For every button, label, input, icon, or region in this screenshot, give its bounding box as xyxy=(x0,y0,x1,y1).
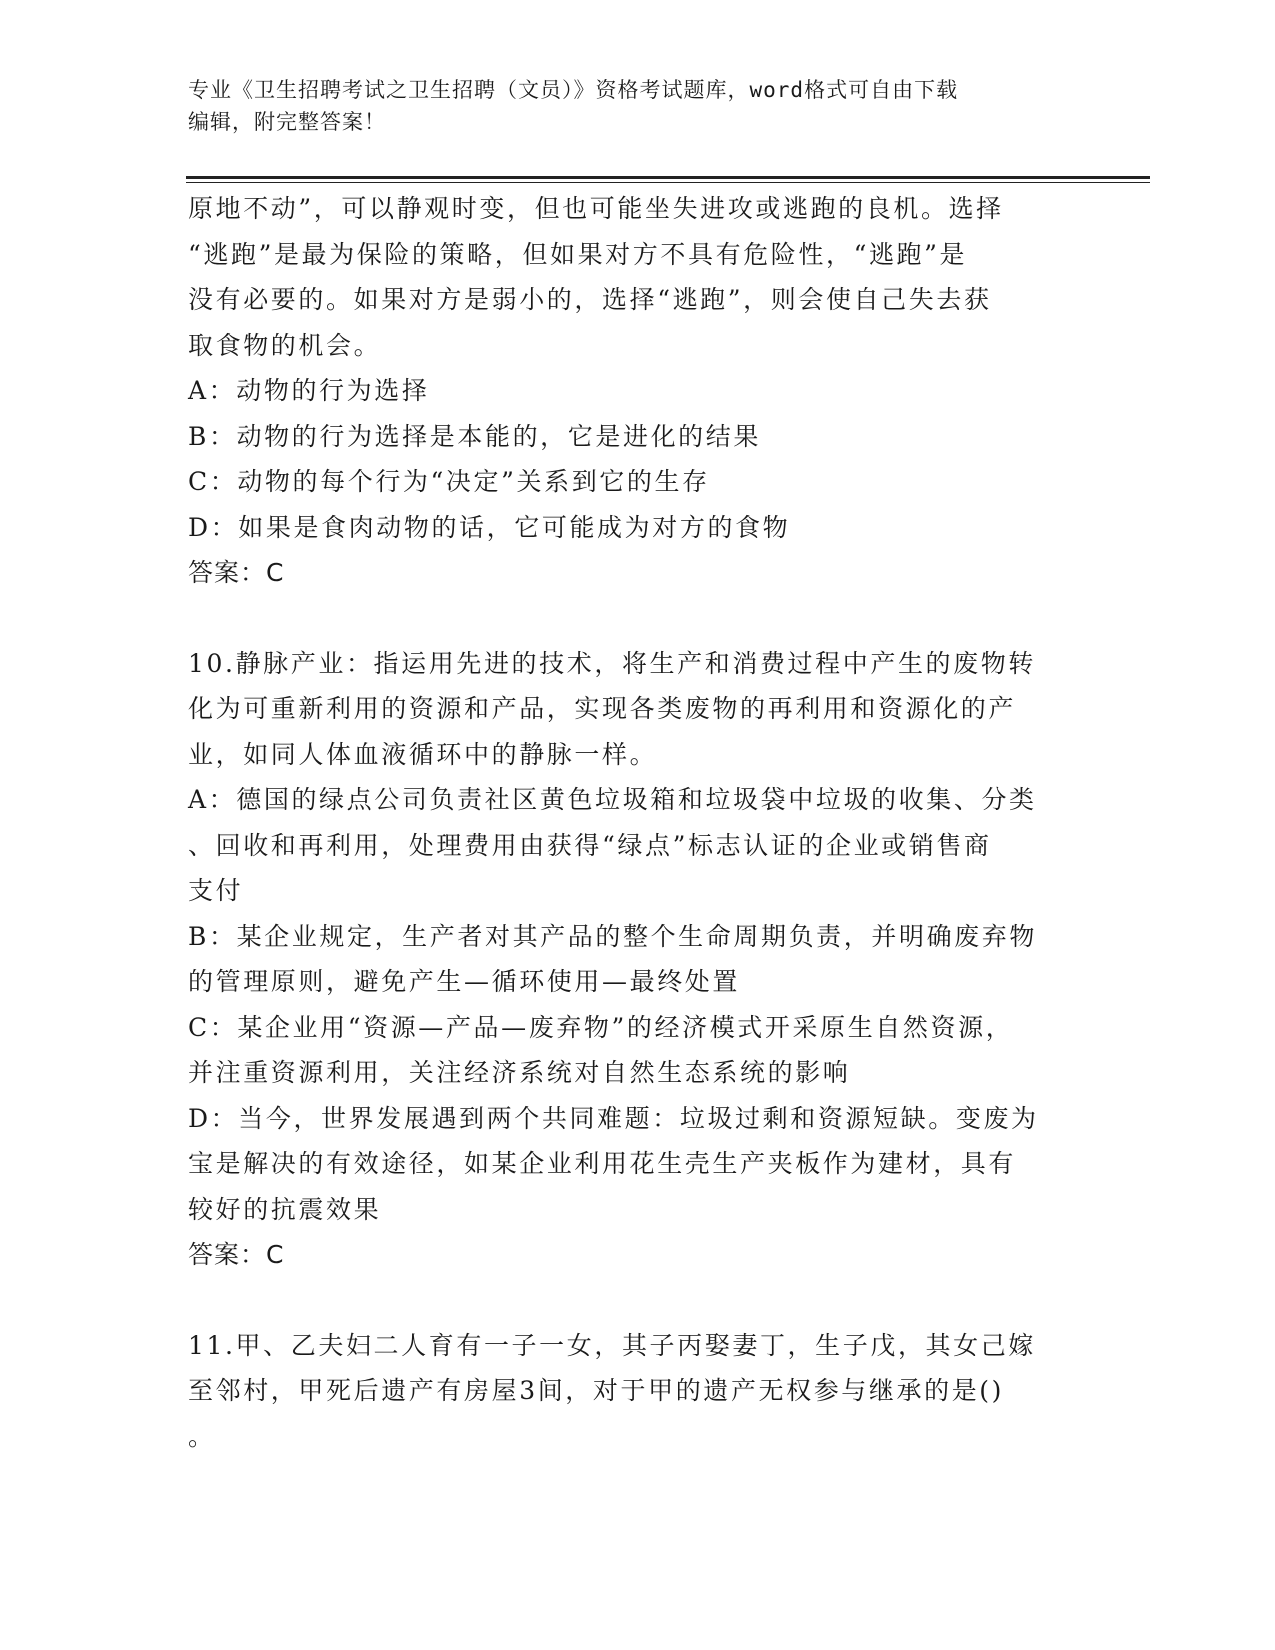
option-c: C：动物的每个行为“决定”关系到它的生存 xyxy=(188,467,710,496)
spacer xyxy=(188,596,1088,641)
question-text-line: “逃跑”是最为保险的策略，但如果对方不具有危险性，“逃跑”是 xyxy=(188,239,968,269)
question-text-line: 取食物的机会。 xyxy=(188,330,382,360)
answer-line: 答案：C xyxy=(188,1240,285,1269)
header-rule-thick xyxy=(186,176,1150,179)
option-a-cont: 、回收和再利用，处理费用由获得“绿点”标志认证的企业或销售商 xyxy=(188,830,992,860)
question-text-line: 11.甲、乙夫妇二人育有一子一女，其子丙娶妻丁，生子戊，其女己嫁 xyxy=(188,1330,1036,1360)
option-a: A：德国的绿点公司负责社区黄色垃圾箱和垃圾袋中垃圾的收集、分类 xyxy=(188,785,1037,814)
option-a-cont: 支付 xyxy=(188,876,244,905)
option-b: B：某企业规定，生产者对其产品的整个生命周期负责，并明确废弃物 xyxy=(188,921,1037,951)
option-c-cont: 并注重资源利用，关注经济系统对自然生态系统的影响 xyxy=(188,1058,851,1087)
question-text-line: 。 xyxy=(188,1421,216,1451)
spacer xyxy=(188,1278,1088,1323)
option-d: D：当今，世界发展遇到两个共同难题：垃圾过剩和资源短缺。变废为 xyxy=(188,1103,1039,1133)
page-header xyxy=(188,74,1068,138)
header-line-2: 编辑，附完整答案！ xyxy=(188,110,386,134)
page-content xyxy=(188,186,1088,1459)
option-a: A：动物的行为选择 xyxy=(188,376,430,405)
option-b: B：动物的行为选择是本能的，它是进化的结果 xyxy=(188,421,761,451)
header-line-1: 专业《卫生招聘考试之卫生招聘（文员）》资格考试题库，word格式可自由下载 xyxy=(188,78,959,102)
option-b-cont: 的管理原则，避免产生—循环使用—最终处置 xyxy=(188,967,741,996)
question-10 xyxy=(188,641,1088,1278)
option-d: D：如果是食肉动物的话，它可能成为对方的食物 xyxy=(188,512,791,542)
option-d-cont: 宝是解决的有效途径，如某企业利用花生壳生产夹板作为建材，具有 xyxy=(188,1149,1017,1178)
question-text-line: 原地不动”，可以静观时变，但也可能坐失进攻或逃跑的良机。选择 xyxy=(188,194,1004,223)
question-continued xyxy=(188,186,1088,596)
option-c: C：某企业用“资源—产品—废弃物”的经济模式开采原生自然资源， xyxy=(188,1012,1014,1042)
question-text-line: 业，如同人体血液循环中的静脉一样。 xyxy=(188,739,658,769)
answer-line: 答案：C xyxy=(188,558,285,587)
question-text-line: 化为可重新利用的资源和产品，实现各类废物的再利用和资源化的产 xyxy=(188,694,1017,723)
question-text-line: 至邻村，甲死后遗产有房屋3间，对于甲的遗产无权参与继承的是() xyxy=(188,1376,1005,1405)
question-text-line: 没有必要的。如果对方是弱小的，选择“逃跑”，则会使自己失去获 xyxy=(188,285,992,314)
question-text-line: 10.静脉产业：指运用先进的技术，将生产和消费过程中产生的废物转 xyxy=(188,648,1036,678)
option-d-cont: 较好的抗震效果 xyxy=(188,1194,382,1224)
header-rule-thin xyxy=(186,182,1150,183)
question-11 xyxy=(188,1323,1088,1460)
